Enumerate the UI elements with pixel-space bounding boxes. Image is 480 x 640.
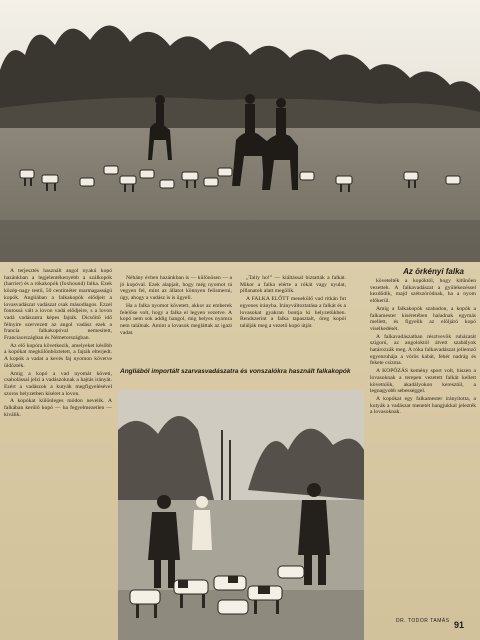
text-column-2: [120, 275, 232, 367]
hunt-pack-photo: [0, 0, 480, 262]
page-number: 91: [454, 620, 465, 630]
paragraph: Az elő kopóra következik, amelyeket később a kopókat megkülönböztetett, a fajták elterjedt. A kopók a vadat a kevés faj nyomon követve üldözték.: [4, 342, 112, 369]
top-photo-caption: Az örkényi falka: [403, 267, 464, 276]
paragraph: A kopókat egy falkamester irányította, a kutyák a vadászat menetét hangjukkal jelezték a lovasoknak.: [370, 395, 476, 416]
paragraph: A falkavadászatban résztvevők ruházatát szigorú, az angoloktól átvett szabályok határozzák meg. A róka falkavadászat jellemző egyenruhája a vörös kabát, fehér nadrág és fekete csizma.: [370, 333, 476, 367]
author-signature: DR. TODOR TAMÁS: [396, 618, 450, 624]
bottom-photo-caption: Angliából importált szarvasvadászatra és vonszalókra használt falkakopók: [120, 368, 351, 375]
paragraph: „Tally ho!” — kiáltással biztatták a falkát. Mikor a falka elérte a rókát vagy nyulat, pillanatok alatt megölik.: [240, 275, 346, 295]
hounds-handlers-photo: [118, 390, 364, 640]
paragraph: A FALKA ELŐTT menekülő vad ritkán fut egyenes irányba. Irányváltoztatása a falkát és a lovasokat gyakran bontja ki helyzetükben. Rendszerint a falka tapasztalt, öreg kopói találják meg a vezető kopó útját.: [240, 296, 346, 329]
paragraph: A kopókat különleges módon nevelik. A falkában kerülő kopó — ha fegyelmezetlen — kiválik.: [4, 398, 112, 418]
paragraph: Amig a kopó a vad nyomát követi, csaholással jelzi a vadászoknak a hajtás irányát. Ezért a vadászok a kutyák megfigyelésével szoros helyzetben kíséret a lovon.: [4, 370, 112, 397]
paragraph: Néhány évben hazánkban is — különösen — a jó kopóval. Ezek alapjait, hogy még nyomot rá vegyen fel, mint az állatot könnyen felismerni, úgy, ahogy a vadász is is ügyeli.: [120, 275, 232, 302]
text-column-1: [4, 268, 112, 640]
text-column-4: [370, 278, 476, 614]
text-column-3: [240, 275, 346, 367]
paragraph: A terjesztés használt angol nyakú kopó hazánkban a legjelentékenyebb a szálkopók (harrier) és a rókakopók (foxhound) falka. Ezek közép-nagy testű, 50 centiméter marmagasságú kopók. Angliában a falkakopók elődjeit a lovasvadászat vadászat csak másodlagos. Ezzel fontossá vált a lovon vadá elődjeire, s a lovon vadá vadászatra képes fajták. Dicsőítő idő félnyire szervezett az angol vadász ezek a francia falkakopóval nemesített, Franciaországban és Németországban.: [4, 268, 112, 342]
paragraph: Ha a falka nyomot követett, akkor az emberek felelőse volt, hogy a falka el legyen vezetve. A kopó nem sok addig hangol, mig helyes nyomra nem találnak. Amint a lovasok megláttak az igazi vadat.: [120, 302, 232, 336]
paragraph: Amíg a falkakopók szabadon, a kopók a falkamester kíséretében haladnak egymás mellett, és figyelik az elöljáró kopó viselkedését.: [370, 305, 476, 332]
paragraph: követelték a kopóktól, hogy kitűnően vezettek. A falkavadászat a gyülekezéssel kezdődik, majd szétszóródnak, ha a nyom előkerül.: [370, 278, 476, 305]
paragraph: A KOPÓZÁS kemény sport volt, hiszen a lovasoknak a terepen vezetett falkát kellett követniük, akadályokon keresztül, a legnagyobb sebességgel.: [370, 368, 476, 395]
